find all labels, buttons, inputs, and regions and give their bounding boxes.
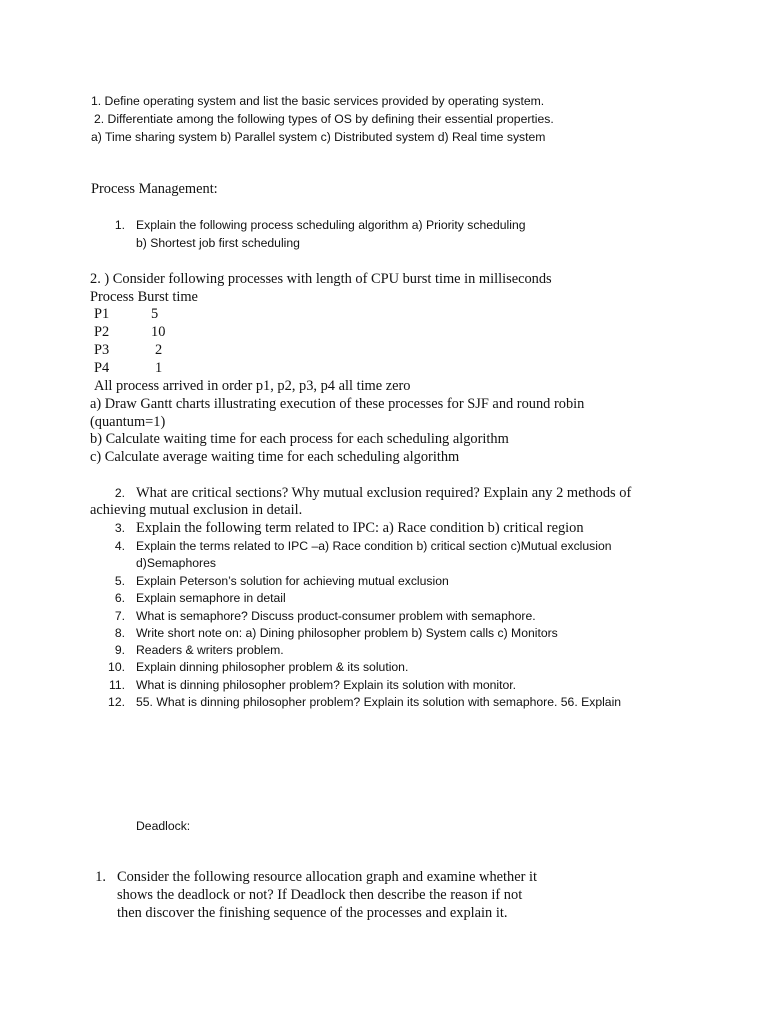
list-item-cont: d)Semaphores <box>136 556 216 570</box>
burst-cell: 5 <box>151 306 159 322</box>
process-cell: P3 <box>94 342 110 358</box>
list-item-text: Consider the following resource allocation graph and examine whether it <box>117 869 537 885</box>
intro-question-2-options: a) Time sharing system b) Parallel system c) Distributed system d) Real time system <box>91 130 546 144</box>
pm-question-1-cont: b) Shortest job first scheduling <box>136 236 300 250</box>
list-item-text: Explain the terms related to IPC –a) Race condition b) critical section c)Mutual exclusion <box>136 539 612 553</box>
list-number: 8. <box>114 626 125 640</box>
list-item-text: 55. What is dinning philosopher problem? Explain its solution with semaphore. 56. Explain <box>136 695 622 709</box>
list-number: 6. <box>114 591 125 605</box>
list-item-text: Explain the following process scheduling algorithm a) Priority scheduling <box>136 218 526 232</box>
list-number: 7. <box>114 609 125 623</box>
process-table-header: Process Burst time <box>90 289 198 305</box>
list-item-text: Explain the following term related to IPC: a) Race condition b) critical region <box>136 520 584 536</box>
table-row <box>94 306 159 322</box>
intro-question-2: 2. Differentiate among the following types of OS by defining their essential properties. <box>94 112 554 126</box>
list-item-text: What are critical sections? Why mutual exclusion required? Explain any 2 methods of <box>136 485 632 501</box>
table-row <box>94 342 163 358</box>
burst-cell: 1 <box>155 360 163 376</box>
list-item-text: What is semaphore? Discuss product-consumer problem with semaphore. <box>136 609 536 623</box>
intro-question-1: 1. Define operating system and list the basic services provided by operating system. <box>91 94 545 108</box>
list-number: 1. <box>95 869 106 885</box>
burst-cell: 10 <box>151 324 166 340</box>
process-cell: P4 <box>94 360 110 376</box>
list-number: 1. <box>114 218 125 232</box>
list-number: 11. <box>108 678 125 692</box>
list-item-text: Explain semaphore in detail <box>136 591 286 605</box>
process-cell: P1 <box>94 306 110 322</box>
list-number: 2. <box>114 486 125 500</box>
deadlock-question-1-cont: shows the deadlock or not? If Deadlock then describe the reason if not <box>117 887 523 903</box>
table-row <box>94 360 163 376</box>
list-number: 12. <box>108 695 125 709</box>
burst-cell: 2 <box>155 342 163 358</box>
list-item-text: Explain dinning philosopher problem & its solution. <box>136 660 409 674</box>
part-c: c) Calculate average waiting time for each scheduling algorithm <box>90 449 460 465</box>
arrival-note: All process arrived in order p1, p2, p3, p4 all time zero <box>94 378 411 394</box>
list-number: 5. <box>114 574 125 588</box>
pm-question-2-intro: 2. ) Consider following processes with length of CPU burst time in milliseconds <box>90 271 552 287</box>
deadlock-heading: Deadlock: <box>136 819 191 833</box>
deadlock-question-1-cont: then discover the finishing sequence of the processes and explain it. <box>117 905 508 921</box>
process-management-heading: Process Management: <box>91 181 218 197</box>
table-row <box>94 324 166 340</box>
part-a: a) Draw Gantt charts illustrating execution of these processes for SJF and round robin <box>90 396 585 412</box>
part-a-cont: (quantum=1) <box>90 414 166 430</box>
list-item-text: What is dinning philosopher problem? Explain its solution with monitor. <box>136 678 517 692</box>
list-item-text: Readers & writers problem. <box>136 643 284 657</box>
list-item-text: Write short note on: a) Dining philosopher problem b) System calls c) Monitors <box>136 626 558 640</box>
list-item-text: Explain Peterson’s solution for achieving mutual exclusion <box>136 574 449 588</box>
list-number: 10. <box>108 660 125 674</box>
process-cell: P2 <box>94 324 110 340</box>
list-number: 3. <box>114 521 125 535</box>
part-b: b) Calculate waiting time for each process for each scheduling algorithm <box>90 431 509 447</box>
list-number: 4. <box>114 539 125 553</box>
list-item-cont: achieving mutual exclusion in detail. <box>90 502 303 518</box>
list-number: 9. <box>114 643 125 657</box>
